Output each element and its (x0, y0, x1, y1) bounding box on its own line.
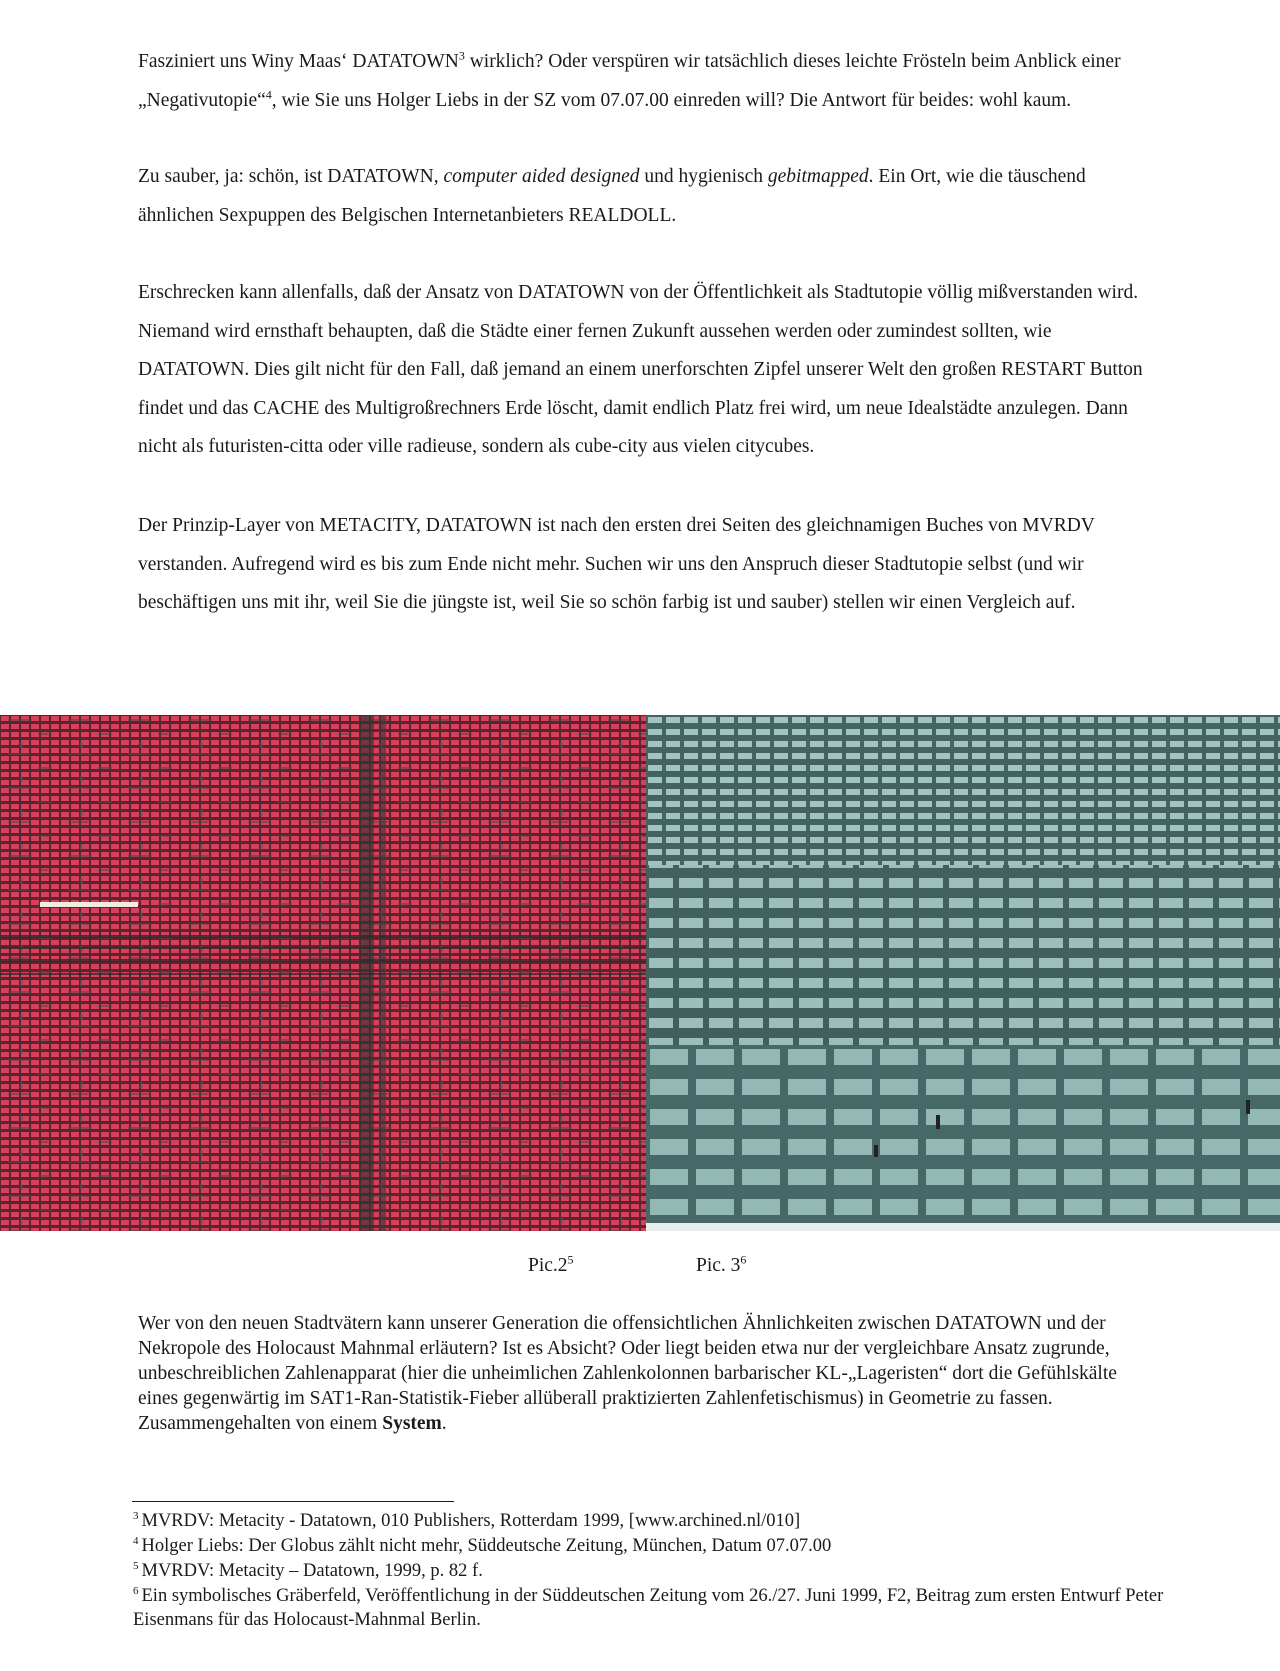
footnote-text: Ein symbolisches Gräberfeld, Veröffentlichung in der Süddeutschen Zeitung vom 26./27. Juni 1999, F2, Beitrag zum ersten Entwurf Peter Eisenmans für das Holocaust-Mahnmal Berlin. (133, 1586, 1164, 1630)
mahnmal-image (646, 715, 1280, 1231)
caption-text: Pic. 3 (696, 1255, 741, 1276)
footnote-3 (133, 1510, 1183, 1534)
emphasis-text: gebitmapped (767, 166, 869, 187)
mahnmal-graphic (646, 715, 1280, 1231)
person-figure (1246, 1100, 1250, 1114)
footnote-ref-6[interactable]: 6 (740, 1252, 747, 1267)
footnote-5 (133, 1560, 1183, 1584)
footnote-text: MVRDV: Metacity – Datatown, 1999, p. 82 f. (141, 1561, 483, 1581)
footnote-4 (133, 1535, 1183, 1559)
footnote-number: 3 (133, 1509, 139, 1522)
footnote-ref-3[interactable]: 3 (458, 48, 465, 63)
person-figure (936, 1115, 940, 1129)
paragraph-utopia: Erschrecken kann allenfalls, daß der Ansatz von DATATOWN von der Öffentlichkeit als Stadtutopie völlig mißverstanden wird. Niemand wird ernsthaft behaupten, daß die Städte einer fernen Zukunft aussehen werden oder zumindest sollten, wie DATATOWN. Dies gilt nicht für den Fall, daß jemand an einem unerforschten Zipfel unserer Welt den großen RESTART Button findet und das CACHE des Multigroßrechners Erde löscht, damit endlich Platz frei wird, um neue Idealstädte anzulegen. Dann nicht als futuristen-citta oder ville radieuse, sondern als cube-city aus vielen citycubes. (138, 282, 1143, 457)
text: Wer von den neuen Stadtvätern kann unserer Generation die offensichtlichen Ähnlichkeiten zwischen DATATOWN und der Nekropole des Holocaust Mahnmal erläutern? Ist es Absicht? Oder liegt beiden etwa nur der vergleichbare Ansatz zugrunde, unbeschreiblichen Zahlenapparat (hier die unheimlichen Zahlenkolonnen barbarischer KL-„Lageristen“ dort die Gefühlskälte eines gegenwärtig im SAT1-Ran-Statistik-Fieber allüberall praktizierten Zahlenfetischismus) in Geometrie zu fassen. Zusammengehalten von einem (138, 1313, 1117, 1434)
paragraph-clean (138, 158, 1148, 235)
text: wirklich? Oder verspüren wir tatsächlich dieses leichte Frösteln beim Anblick einer „Negativutopie“ (138, 51, 1121, 111)
caption-text: Pic.2 (528, 1255, 568, 1276)
footnote-number: 5 (133, 1559, 139, 1572)
paragraph-holocaust (138, 1311, 1138, 1436)
image-comparison (0, 715, 1280, 1231)
footnote-6 (133, 1585, 1183, 1632)
footnote-number: 4 (133, 1534, 139, 1547)
text: . Ein Ort, wie die täuschend ähnlichen Sexpuppen des Belgischen Internetanbieters REALDOLL. (138, 166, 1086, 226)
text: , wie Sie uns Holger Liebs in der SZ vom 07.07.00 einreden will? Die Antwort für beides: wohl kaum. (271, 89, 1072, 111)
footnote-text: MVRDV: Metacity - Datatown, 010 Publishers, Rotterdam 1999, [www.archined.nl/010] (141, 1511, 801, 1531)
datatown-image (0, 715, 646, 1231)
footnote-ref-5[interactable]: 5 (567, 1252, 574, 1267)
footnote-divider (132, 1501, 454, 1502)
footnote-ref-4[interactable]: 4 (265, 87, 272, 101)
text: Fasziniert uns Winy Maas‘ DATATOWN (138, 51, 459, 72)
datatown-graphic (0, 715, 646, 1231)
strong-text: System (382, 1413, 442, 1434)
footnote-number: 6 (133, 1584, 139, 1597)
caption-pic3 (696, 1252, 747, 1277)
emphasis-text: computer aided designed (443, 166, 640, 187)
footnote-text: Holger Liebs: Der Globus zählt nicht mehr, Süddeutsche Zeitung, München, Datum 07.07.00 (141, 1536, 832, 1556)
person-figure (874, 1145, 878, 1157)
paragraph-intro (138, 43, 1148, 120)
text: und hygienisch (639, 166, 768, 187)
caption-pic2 (528, 1252, 574, 1277)
paragraph-prinzip-layer: Der Prinzip-Layer von METACITY, DATATOWN ist nach den ersten drei Seiten des gleichnamigen Buches von MVRDV verstanden. Aufregend wird es bis zum Ende nicht mehr. Suchen wir uns den Anspruch dieser Stadtutopie selbst (und wir beschäftigen uns mit ihr, weil Sie die jüngste ist, weil Sie so schön farbig ist und sauber) stellen wir einen Vergleich auf. (138, 515, 1095, 613)
text: Zu sauber, ja: schön, ist DATATOWN, (138, 166, 444, 187)
text: . (441, 1413, 447, 1434)
